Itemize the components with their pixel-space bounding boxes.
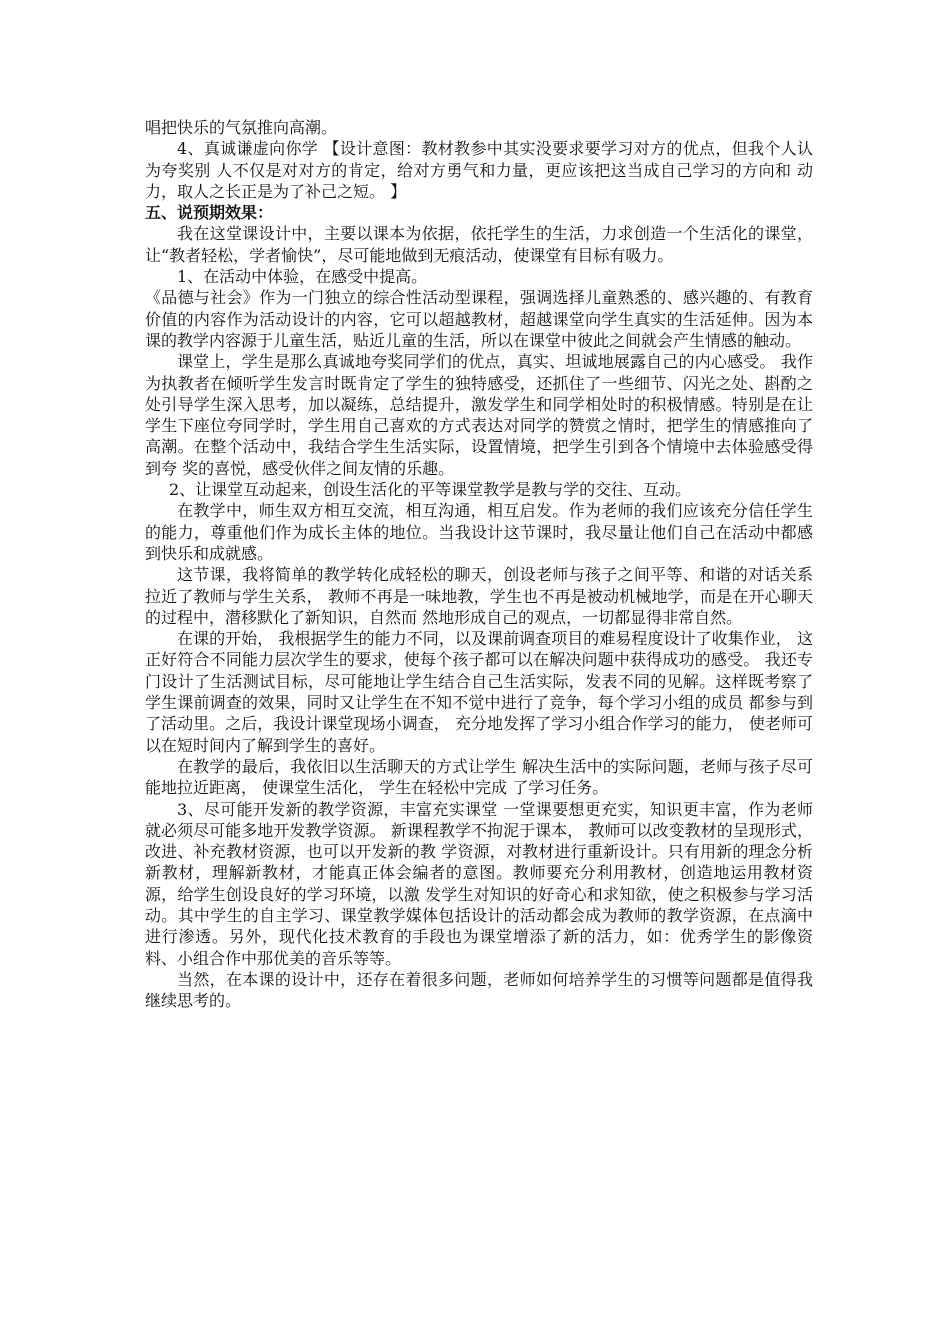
section-heading-5: 五、说预期效果： [145, 203, 274, 223]
paragraph-item-3: 3、尽可能开发新的教学资源，丰富充实课堂 一堂课要想更充实，知识更丰富，作为老师就必须尽可能多地开发教学资源。 新课程教学不拘泥于课本， 教师可以改变教材的呈现形式，改进、补充教材资源，也可以开发新的教 学资源，对教材进行重新设计。只有用新的理念分析新教材，理解新教材，才能真正体会编者的意图。教师要充分利用教材，创造地运用教材资源，给学生创设良好的学习环境，以激 发学生对知识的好奇心和求知欲，使之积极参与学习活动。其中学生的自主学习、课堂教学媒体包括设计的活动都会成为教师的教学资源，在点滴中进行渗透。另外，现代化技术教育的手段也为课堂增添了新的活力，如：优秀学生的影像资料、小组合作中那优美的音乐等等。 [145, 799, 813, 968]
paragraph-ending: 在教学的最后，我依旧以生活聊天的方式让学生 解决生活中的实际问题，老师与孩子尽可能地拉近距离， 使课堂生活化， 学生在轻松中完成 了学习任务。 [145, 756, 813, 798]
subheading-1: 1、在活动中体验，在感受中提高。 [177, 267, 428, 287]
paragraph-item-4: 4、真诚谦虚向你学 【设计意图：教材教参中其实没要求要学习对方的优点，但我个人认为夸奖别 人不仅是对对方的肯定，给对方勇气和力量，更应该把这当成自己学习的方向和 动力，取人之长正是为了补己之短。 】 [145, 139, 813, 201]
document-page [145, 117, 813, 1011]
paragraph-intro: 我在这堂课设计中，主要以课本为依据，依托学生的生活，力求创造一个生活化的课堂，让“教者轻松，学者愉快”，尽可能地做到无痕活动，使课堂有目标有吸力。 [145, 224, 813, 265]
paragraph-beginning: 在课的开始， 我根据学生的能力不同，以及课前调查项目的难易程度设计了收集作业， 这正好符合不同能力层次学生的要求，使每个孩子都可以在解决问题中获得成功的感受。 我还专门设计了生活测试目标，尽可能地让学生结合自己生活实际，发表不同的见解。这样既考察了学生课前调查的效果，同时又让学生在不知不觉中进行了竞争，每个学习小组的成员 都参与到了活动里。之后，我设计课堂现场小调查， 充分地发挥了学习小组合作学习的能力， 使老师可以在短时间内了解到学生的喜好。 [145, 629, 813, 755]
paragraph-continuation: 唱把快乐的气氛推向高潮。 [145, 118, 338, 137]
paragraph-interaction: 在教学中，师生双方相互交流，相互沟通，相互启发。作为老师的我们应该充分信任学生的能力，尊重他们作为成长主体的地位。当我设计这节课时，我尽量让他们自己在活动中都感到快乐和成就感。 [145, 501, 813, 563]
paragraph-conclusion: 当然，在本课的设计中，还存在着很多问题，老师如何培养学生的习惯等问题都是值得我继续思考的。 [145, 969, 813, 1011]
paragraph-classroom: 课堂上，学生是那么真诚地夸奖同学们的优点，真实、坦诚地展露自己的内心感受。 我作为执教者在倾听学生发言时既肯定了学生的独特感受，还抓住了一些细节、闪光之处、斟酌之处引导学生深入思考，加以凝练，总结提升，激发学生和同学相处时的积极情感。特别是在让学生下座位夸同学时，学生用自己喜欢的方式表达对同学的赞赏之情时，把学生的情感推向了高潮。在整个活动中，我结合学生生活实际，设置情境，把学生引到各个情境中去体验感受得到夸 奖的喜悦，感受伙伴之间友情的乐趣。 [145, 352, 813, 478]
subheading-2: 2、让课堂互动起来，创设生活化的平等课堂教学是教与学的交往、互动。 [169, 480, 692, 500]
paragraph-course-description: 《品德与社会》作为一门独立的综合性活动型课程，强调选择儿童熟悉的、感兴趣的、有教育价值的内容作为活动设计的内容，它可以超越教材，超越课堂向学生真实的生活延伸。因为本课的教学内容源于儿童生活，贴近儿童的生活，所以在课堂中彼此之间就会产生情感的触动。 [145, 288, 813, 350]
paragraph-chat: 这节课，我将简单的教学转化成轻松的聊天，创设老师与孩子之间平等、和谐的对话关系拉近了教师与学生关系， 教师不再是一味地教，学生也不再是被动机械地学，而是在开心聊天的过程中，潜移默化了新知识，自然而 然地形成自己的观点，一切都显得非常自然。 [145, 565, 813, 627]
